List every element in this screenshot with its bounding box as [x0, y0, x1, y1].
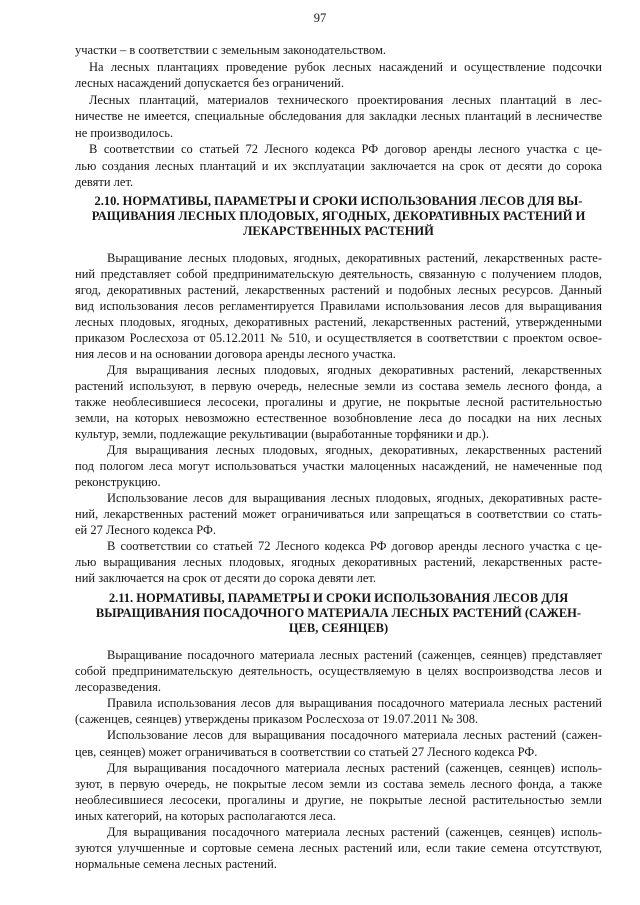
paragraph	[75, 695, 602, 727]
paragraph	[75, 490, 602, 538]
paragraph	[75, 538, 602, 586]
text-line: девяти лет.	[75, 175, 134, 189]
heading-line: ЦЕВ, СЕЯНЦЕВ)	[288, 620, 389, 635]
text-line: В соответствии со статьей 72 Лесного кодекса РФ договор аренды лесного участка с це-	[89, 142, 602, 156]
text-line: ний заключается на срок от десяти до сорока девяти лет.	[75, 571, 377, 585]
text-line: также необлесившиеся лесосеки, прогалины и другие, не покрытые лесной растительностью	[75, 395, 602, 409]
text-line: иных категорий, на которых располагаются леса.	[75, 808, 336, 823]
paragraph	[75, 647, 602, 695]
text-line: под пологом леса могут использоваться участки малоценных насаждений, не намеченные под	[75, 459, 602, 473]
text-line: Правила использования лесов для выращивания посадочного материала лесных растений	[107, 696, 602, 711]
text-line: ний представляет собой предпринимательскую деятельность, связанную с получением плодов,	[75, 267, 602, 281]
text-line: цев, сеянцев) может ограничиваться в соответствии со статьей 27 Лесного кодекса РФ.	[75, 744, 538, 759]
text-line: ничестве не имеется, специальные обследования для закладки лесных плантаций в лесничестве	[75, 109, 602, 123]
text-line: ей 27 Лесного кодекса РФ.	[75, 523, 217, 537]
text-line: собой предпринимательскую деятельность, осуществляемую в целях воспроизводства лесов и	[75, 664, 602, 679]
intro-text-block	[75, 42, 602, 191]
heading-line: РАЩИВАНИЯ ЛЕСНЫХ ПЛОДОВЫХ, ЯГОДНЫХ, ДЕКОРАТИВНЫХ РАСТЕНИЙ И	[91, 208, 586, 223]
text-line: культур, земли, подлежащие рекультивации (выработанные торфяники и др.).	[75, 427, 489, 441]
section-heading-2-11	[75, 591, 602, 636]
heading-line: 2.11. НОРМАТИВЫ, ПАРАМЕТРЫ И СРОКИ ИСПОЛЬЗОВАНИЯ ЛЕСОВ ДЛЯ	[108, 590, 569, 605]
section-2-11-text-block	[75, 647, 602, 872]
text-line: лью выращивания лесных плодовых, ягодных декоративных растений, лекарственных расте-	[75, 555, 602, 569]
paragraph	[75, 141, 602, 191]
text-line: участки – в соответствии с земельным законодательством.	[75, 43, 386, 57]
paragraph	[75, 362, 602, 442]
paragraph	[75, 92, 602, 142]
heading-line: ВЫРАЩИВАНИЯ ПОСАДОЧНОГО МАТЕРИАЛА ЛЕСНЫХ РАСТЕНИЙ (САЖЕН-	[95, 605, 582, 620]
text-line: ния лесов и на основании договора аренды лесного участка.	[75, 347, 396, 361]
text-line: лью создания лесных плантаций и их эксплуатации заключается на срок от десяти до сорока	[75, 158, 602, 173]
text-line: лесных насаждений допускается без ограничений.	[75, 76, 344, 90]
section-2-10-text-block	[75, 250, 602, 586]
text-line: Лесных плантаций, материалов технического проектирования лесных плантаций в лес-	[89, 92, 602, 107]
text-line: Для выращивания лесных плодовых, ягодных, декоративных, лекарственных растений	[107, 443, 602, 457]
text-line: вид использования лесов регламентируется Правилами использования лесов для выращивания	[75, 299, 602, 313]
page-number: 97	[313, 11, 327, 25]
text-line: не производилось.	[75, 125, 174, 140]
text-line: В соответствии со статьей 72 Лесного кодекса РФ договор аренды лесного участка с це-	[107, 539, 602, 553]
paragraph	[75, 250, 602, 362]
text-line: зуются улучшенные и сортовые семена лесных растений или, если такие семена отсутствуют,	[75, 841, 602, 856]
text-line: реконструкцию.	[75, 475, 161, 489]
text-line: зуют, в первую очередь, не покрытые лесом земли из состава земель лесного фонда, а также	[75, 776, 602, 791]
heading-line: ЛЕКАРСТВЕННЫХ РАСТЕНИЙ	[243, 223, 434, 238]
heading-line: 2.10. НОРМАТИВЫ, ПАРАМЕТРЫ И СРОКИ ИСПОЛЬЗОВАНИЯ ЛЕСОВ ДЛЯ ВЫ-	[94, 193, 583, 208]
section-heading-2-10	[75, 194, 602, 239]
paragraph	[75, 727, 602, 759]
text-line: ний, лекарственных растений может ограничиваться или запрещаться в соответствии со стать-	[75, 507, 602, 521]
text-line: лесных плодовых, ягодных, декоративных растений, лекарственных растений, утвержденными	[75, 315, 602, 329]
text-line: Выращивание лесных плодовых, ягодных, декоративных растений, лекарственных расте-	[107, 251, 602, 265]
text-line: Выращивание посадочного материала лесных растений (саженцев, сеянцев) представляет	[107, 648, 602, 662]
text-line: земли, на которых невозможно естественное возобновление леса до посадки на них лесных	[75, 411, 602, 425]
text-line: ягод, декоративных растений, лекарственных растений и подобных лесных ресурсов. Данный	[75, 283, 602, 297]
text-line: Использование лесов для выращивания посадочного материала лесных растений (сажен-	[107, 728, 602, 743]
paragraph	[75, 760, 602, 824]
text-line: Для выращивания посадочного материала лесных растений (саженцев, сеянцев) исполь-	[107, 825, 602, 840]
text-line: лесоразведения.	[75, 680, 162, 695]
text-column	[75, 42, 602, 872]
text-line: растений используют, в первую очередь, нелесные земли из состава земель лесного фонда, а	[75, 379, 602, 393]
paragraph	[75, 59, 602, 92]
paragraph	[75, 824, 602, 872]
text-line: нормальные семена лесных растений.	[75, 857, 277, 872]
text-line: (саженцев, сеянцев) утверждены приказом Рослесхоза от 19.07.2011 № 308.	[75, 712, 479, 727]
paragraph	[75, 442, 602, 490]
paragraph	[75, 42, 602, 59]
text-line: необлесившиеся лесосеки, прогалины и другие, не покрытые лесной растительностью земли	[75, 792, 602, 807]
text-line: На лесных плантациях проведение рубок лесных насаждений и осуществление подсочки	[89, 59, 602, 74]
text-line: приказом Рослесхоза от 05.12.2011 № 510, и осуществляется в соответствии с проектом освое-	[75, 331, 602, 345]
text-line: Использование лесов для выращивания лесных плодовых, ягодных, декоративных расте-	[107, 491, 602, 505]
text-line: Для выращивания лесных плодовых, ягодных декоративных растений, лекарственных	[107, 363, 602, 377]
text-line: Для выращивания посадочного материала лесных растений (саженцев, сеянцев) исполь-	[107, 760, 602, 775]
